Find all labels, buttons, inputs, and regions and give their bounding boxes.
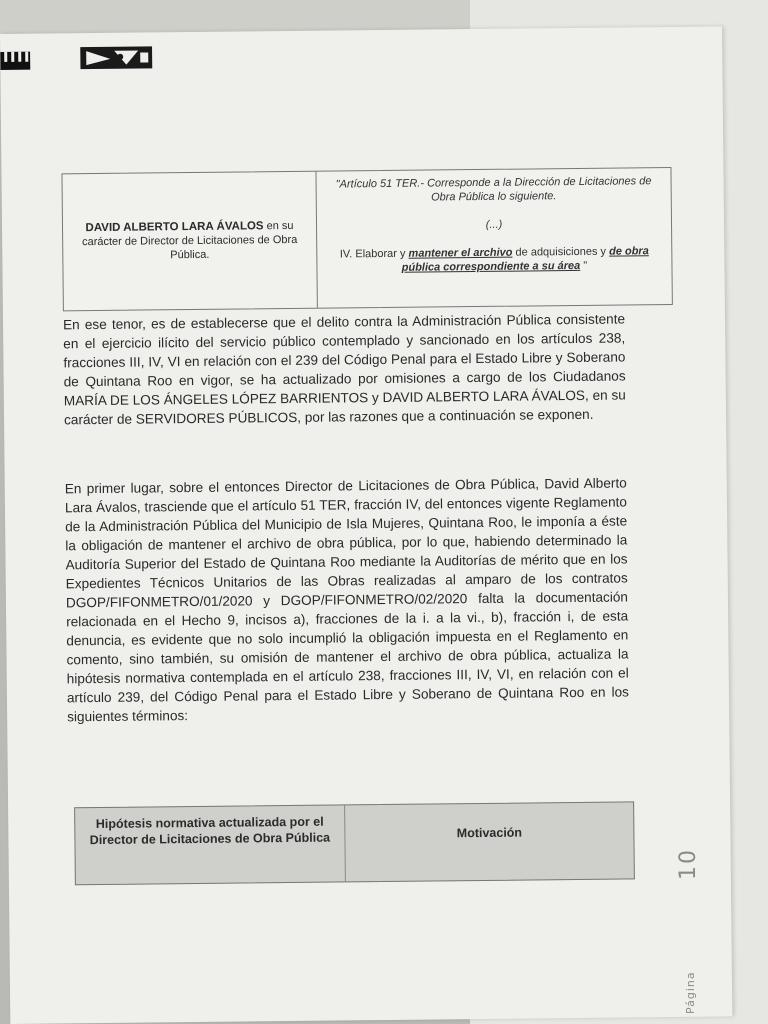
official-role: en su carácter de Director de Licitaciones de Obra Pública. — [82, 219, 298, 262]
regulation-article: "Artículo 51 TER.- Corresponde a la Dirección de Licitaciones de Obra Pública lo siguiente. — [335, 175, 652, 204]
legal-reference-table — [61, 167, 672, 311]
fraction-text-e: " — [580, 259, 588, 272]
official-description — [69, 219, 310, 264]
official-name: DAVID ALBERTO LARA ÁVALOS — [85, 220, 264, 235]
body-paragraph-2: En primer lugar, sobre el entonces Director de Licitaciones de Obra Pública, David Alberto Lara Ávalos, trasciende que el artículo 51 TER, fracción IV, del entonces vigente Reglamento de la Administración Pública del Municipio de Isla Mujeres, Quintana Roo, le imponía a éste la obligación de mantener el archivo de obra pública, por lo que, habiendo determinado la Auditoría Superior del Estado de Quintana Roo mediante la Auditorías de mérito que en los Expedientes Técnicos Unitarios de las Obras realizadas al amparo de los contratos DGOP/FIFONMETRO/01/2020 y DGOP/FIFONMETRO/02/2020 falta la documentación relacionada en el Hecho 9, incisos a), fracciones de la i. a la vi., b), fracción i, de esta denuncia, es evidente que no solo incumplió la obligación impuesta en el Reglamento en comento, sino también, su omisión de mantener el archivo de obra pública, actualiza la hipótesis normativa contemplada en el artículo 238, fracciones III, IV, VI, en relación con el artículo 239, del Código Penal para el Estado Libre y Soberano de Quintana Roo en los siguientes términos: — [64, 475, 630, 725]
fraction-underlined-b: mantener el archivo — [408, 246, 513, 260]
body-paragraph-1: En ese tenor, es de establecerse que el delito contra la Administración Pública consistente en el ejercicio ilícito del servicio público contemplado y sancionado en los artículos 238, fracciones III, IV, VI en relación con el 239 del Código Penal para el Estado Libre y Soberano de Quintana Roo en vigor, se ha actualizado por omisiones a cargo de los Ciudadanos MARÍA DE LOS ÁNGELES LÓPEZ BARRIENTOS y DAVID ALBERTO LARA ÁVALOS, en su carácter de SERVIDORES PÚBLICOS, por las razones que a continuación se exponen. — [62, 311, 626, 428]
regulation-fraction — [325, 244, 663, 276]
header-logo-left-icon — [0, 48, 30, 74]
hypothesis-table-header — [74, 801, 635, 885]
regulation-cell — [316, 168, 671, 308]
fraction-underlined-d: de obra pública correspondiente a su área — [401, 245, 649, 274]
document-page — [0, 26, 732, 1024]
page-label: Página — [684, 971, 697, 1014]
fraction-text-a: IV. Elaborar y — [339, 247, 409, 261]
header-logo-seal-icon — [80, 44, 152, 71]
official-cell — [62, 172, 317, 311]
motivation-column-header: Motivación — [456, 825, 523, 841]
regulation-ellipsis: (...) — [485, 218, 503, 231]
hypothesis-column-header: Hipótesis normativa actualizada por el Director de Licitaciones de Obra Pública — [75, 805, 346, 884]
fraction-text-c: de adquisiciones y — [512, 245, 610, 259]
page-number: 10 — [676, 848, 701, 880]
